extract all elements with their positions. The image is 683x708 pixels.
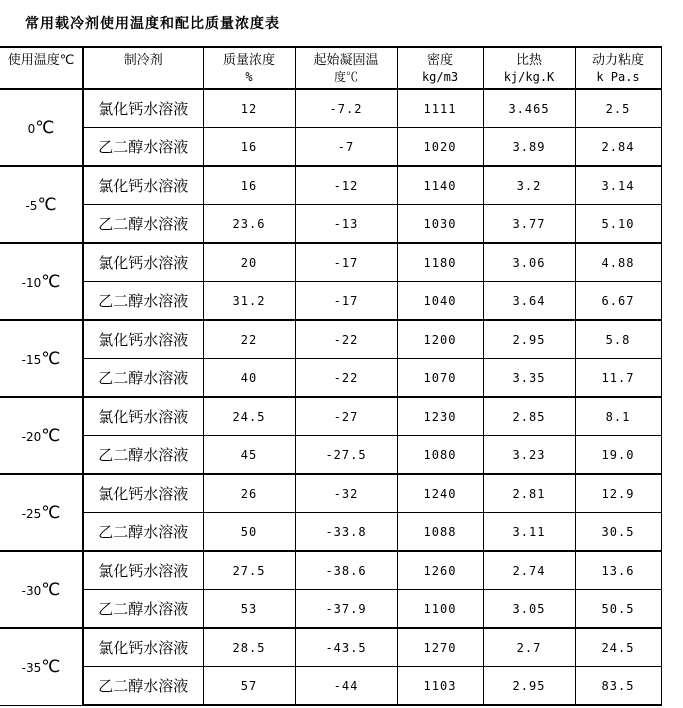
celsius-unit: ℃ <box>37 194 57 215</box>
cell-freezing-temp: -7 <box>295 128 397 167</box>
table-row <box>0 128 661 167</box>
cell-freezing-temp: -7.2 <box>295 89 397 128</box>
header-line1: 动力粘度 <box>591 53 644 68</box>
temp-value: -35 <box>21 660 42 675</box>
refrigerant-name: 乙二醇水溶液 <box>83 667 203 706</box>
temp-cell <box>0 166 83 243</box>
temp-value: -30 <box>21 583 42 598</box>
table-row <box>0 282 661 321</box>
cell-density: 1270 <box>397 628 483 667</box>
cell-density: 1080 <box>397 436 483 475</box>
cell-viscosity: 5.8 <box>575 320 661 359</box>
cell-specific-heat: 3.465 <box>483 89 575 128</box>
header-concentration <box>203 47 295 89</box>
temp-value: -15 <box>21 352 42 367</box>
cell-density: 1140 <box>397 166 483 205</box>
cell-density: 1040 <box>397 282 483 321</box>
header-line1: 使用温度℃ <box>7 53 75 68</box>
cell-concentration: 31.2 <box>203 282 295 321</box>
header-line1: 密度 <box>426 53 453 68</box>
refrigerant-name: 乙二醇水溶液 <box>83 282 203 321</box>
table-row <box>0 436 661 475</box>
table-row <box>0 551 661 590</box>
table-row <box>0 243 661 282</box>
refrigerant-name: 氯化钙水溶液 <box>83 474 203 513</box>
table-row <box>0 628 661 667</box>
cell-viscosity: 6.67 <box>575 282 661 321</box>
cell-specific-heat: 2.85 <box>483 397 575 436</box>
cell-viscosity: 5.10 <box>575 205 661 244</box>
cell-concentration: 23.6 <box>203 205 295 244</box>
temp-value: -25 <box>21 506 42 521</box>
cell-density: 1088 <box>397 513 483 552</box>
cell-freezing-temp: -33.8 <box>295 513 397 552</box>
header-specific-heat <box>483 47 575 89</box>
cell-density: 1180 <box>397 243 483 282</box>
cell-freezing-temp: -17 <box>295 243 397 282</box>
temp-value: -10 <box>21 275 42 290</box>
cell-specific-heat: 3.35 <box>483 359 575 398</box>
cell-viscosity: 13.6 <box>575 551 661 590</box>
refrigerant-name: 氯化钙水溶液 <box>83 397 203 436</box>
table-row <box>0 667 661 706</box>
refrigerant-name: 乙二醇水溶液 <box>83 128 203 167</box>
refrigerant-name: 乙二醇水溶液 <box>83 436 203 475</box>
cell-freezing-temp: -37.9 <box>295 590 397 629</box>
cell-freezing-temp: -44 <box>295 667 397 706</box>
temp-cell <box>0 628 83 705</box>
table-row <box>0 320 661 359</box>
cell-viscosity: 30.5 <box>575 513 661 552</box>
refrigerant-name: 氯化钙水溶液 <box>83 551 203 590</box>
cell-viscosity: 83.5 <box>575 667 661 706</box>
header-line1: 起始凝固温 <box>313 53 379 68</box>
header-line2: k Pa.s <box>596 70 640 84</box>
cell-viscosity: 2.84 <box>575 128 661 167</box>
celsius-unit: ℃ <box>41 348 61 369</box>
refrigerant-name: 乙二醇水溶液 <box>83 359 203 398</box>
cell-viscosity: 11.7 <box>575 359 661 398</box>
cell-viscosity: 24.5 <box>575 628 661 667</box>
refrigerant-name: 氯化钙水溶液 <box>83 166 203 205</box>
header-line2: 度℃ <box>333 70 358 84</box>
temp-cell <box>0 243 83 320</box>
cell-concentration: 24.5 <box>203 397 295 436</box>
refrigerant-name: 乙二醇水溶液 <box>83 205 203 244</box>
cell-freezing-temp: -27.5 <box>295 436 397 475</box>
temp-cell <box>0 474 83 551</box>
temp-cell <box>0 89 83 166</box>
table-row <box>0 205 661 244</box>
cell-specific-heat: 3.89 <box>483 128 575 167</box>
table-row <box>0 474 661 513</box>
cell-viscosity: 8.1 <box>575 397 661 436</box>
cell-specific-heat: 3.11 <box>483 513 575 552</box>
cell-concentration: 28.5 <box>203 628 295 667</box>
cell-concentration: 16 <box>203 128 295 167</box>
cell-density: 1230 <box>397 397 483 436</box>
cell-viscosity: 4.88 <box>575 243 661 282</box>
refrigerant-name: 氯化钙水溶液 <box>83 89 203 128</box>
cell-concentration: 27.5 <box>203 551 295 590</box>
cell-density: 1020 <box>397 128 483 167</box>
cell-density: 1030 <box>397 205 483 244</box>
table-row <box>0 513 661 552</box>
table-header <box>0 47 661 89</box>
cell-specific-heat: 3.06 <box>483 243 575 282</box>
cell-viscosity: 19.0 <box>575 436 661 475</box>
temp-cell <box>0 397 83 474</box>
table-row <box>0 397 661 436</box>
header-line2: kj/kg.K <box>503 70 555 84</box>
temp-value: 0 <box>27 121 36 136</box>
header-refrigerant <box>83 47 203 89</box>
cell-concentration: 50 <box>203 513 295 552</box>
coolant-table <box>0 46 662 706</box>
celsius-unit: ℃ <box>41 579 61 600</box>
cell-specific-heat: 3.2 <box>483 166 575 205</box>
header-line1: 质量浓度 <box>222 53 275 68</box>
refrigerant-name: 氯化钙水溶液 <box>83 320 203 359</box>
cell-density: 1200 <box>397 320 483 359</box>
cell-concentration: 57 <box>203 667 295 706</box>
header-usage-temp <box>0 47 83 89</box>
celsius-unit: ℃ <box>35 117 55 138</box>
cell-specific-heat: 3.77 <box>483 205 575 244</box>
cell-specific-heat: 2.95 <box>483 667 575 706</box>
table-row <box>0 590 661 629</box>
temp-cell <box>0 320 83 397</box>
cell-freezing-temp: -43.5 <box>295 628 397 667</box>
cell-freezing-temp: -38.6 <box>295 551 397 590</box>
cell-density: 1103 <box>397 667 483 706</box>
cell-concentration: 53 <box>203 590 295 629</box>
cell-concentration: 22 <box>203 320 295 359</box>
cell-freezing-temp: -22 <box>295 359 397 398</box>
cell-viscosity: 3.14 <box>575 166 661 205</box>
header-freezing-temp <box>295 47 397 89</box>
cell-freezing-temp: -32 <box>295 474 397 513</box>
table-row <box>0 359 661 398</box>
header-line1: 比热 <box>515 53 542 68</box>
temp-value: -20 <box>21 429 42 444</box>
cell-concentration: 20 <box>203 243 295 282</box>
celsius-unit: ℃ <box>41 502 61 523</box>
refrigerant-name: 氯化钙水溶液 <box>83 243 203 282</box>
cell-viscosity: 2.5 <box>575 89 661 128</box>
cell-density: 1240 <box>397 474 483 513</box>
cell-specific-heat: 2.7 <box>483 628 575 667</box>
cell-concentration: 26 <box>203 474 295 513</box>
refrigerant-name: 乙二醇水溶液 <box>83 590 203 629</box>
cell-specific-heat: 3.23 <box>483 436 575 475</box>
header-row <box>0 47 661 89</box>
header-line2: % <box>245 70 253 84</box>
cell-concentration: 12 <box>203 89 295 128</box>
cell-concentration: 45 <box>203 436 295 475</box>
header-line1: 制冷剂 <box>123 53 163 68</box>
celsius-unit: ℃ <box>41 271 61 292</box>
cell-specific-heat: 2.74 <box>483 551 575 590</box>
celsius-unit: ℃ <box>41 425 61 446</box>
cell-specific-heat: 3.64 <box>483 282 575 321</box>
cell-density: 1260 <box>397 551 483 590</box>
header-density <box>397 47 483 89</box>
cell-density: 1111 <box>397 89 483 128</box>
cell-viscosity: 12.9 <box>575 474 661 513</box>
refrigerant-name: 乙二醇水溶液 <box>83 513 203 552</box>
cell-freezing-temp: -13 <box>295 205 397 244</box>
header-viscosity <box>575 47 661 89</box>
cell-density: 1070 <box>397 359 483 398</box>
cell-freezing-temp: -27 <box>295 397 397 436</box>
cell-specific-heat: 3.05 <box>483 590 575 629</box>
cell-specific-heat: 2.95 <box>483 320 575 359</box>
table-body <box>0 89 661 705</box>
table-title: 常用载冷剂使用温度和配比质量浓度表 <box>25 16 280 32</box>
temp-cell <box>0 551 83 628</box>
header-line2: kg/m3 <box>421 70 459 84</box>
cell-concentration: 16 <box>203 166 295 205</box>
table-row <box>0 89 661 128</box>
cell-density: 1100 <box>397 590 483 629</box>
cell-concentration: 40 <box>203 359 295 398</box>
cell-specific-heat: 2.81 <box>483 474 575 513</box>
cell-freezing-temp: -17 <box>295 282 397 321</box>
cell-freezing-temp: -22 <box>295 320 397 359</box>
celsius-unit: ℃ <box>41 656 61 677</box>
temp-value: -5 <box>25 198 38 213</box>
table-row <box>0 166 661 205</box>
cell-viscosity: 50.5 <box>575 590 661 629</box>
refrigerant-name: 氯化钙水溶液 <box>83 628 203 667</box>
cell-freezing-temp: -12 <box>295 166 397 205</box>
